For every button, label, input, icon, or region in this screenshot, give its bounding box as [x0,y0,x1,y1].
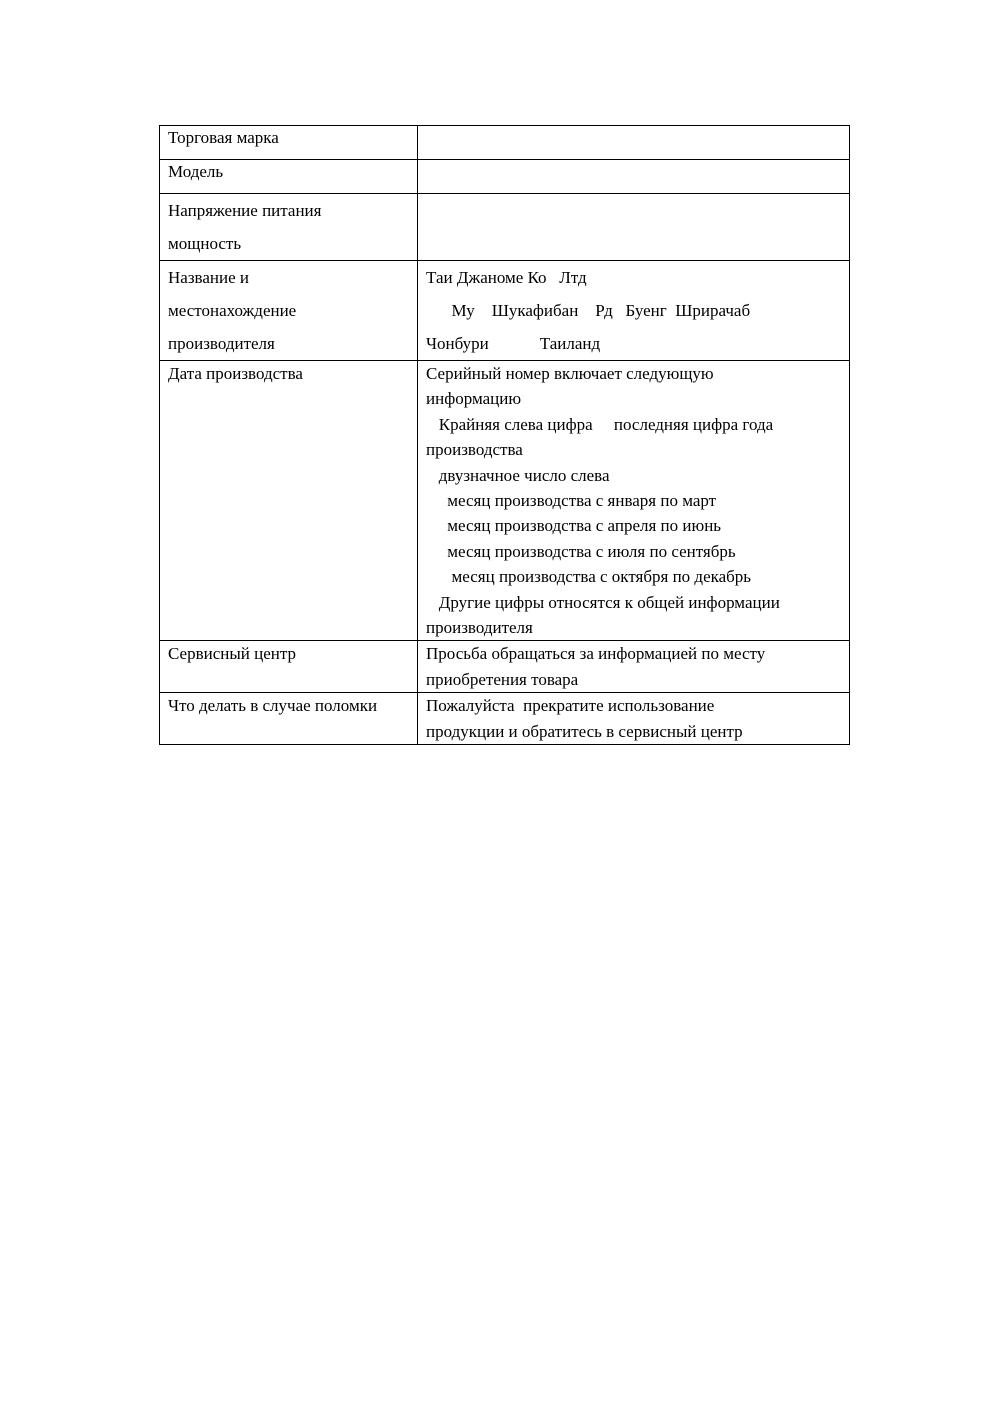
production-date-line: месяц производства с января по март [426,491,717,511]
production-date-line: Серийный номер включает следующую [426,364,714,383]
manufacturer-label-line: местонахождение [168,301,297,320]
breakdown-label: Что делать в случае поломки [168,696,378,716]
breakdown-value-cell [418,693,850,745]
production-date-value-cell [418,361,850,641]
service-label: Сервисный центр [168,644,297,664]
power-label-line: мощность [168,234,242,253]
service-value-line: Просьба обращаться за информацией по месту [426,644,766,664]
service-label-cell [160,641,418,693]
production-date-line: производства [426,440,523,460]
power-label-line: Напряжение питания [168,201,322,220]
brand-value-cell [418,126,850,160]
row-production-date [160,361,850,641]
manufacturer-value-line: Чонбури Таиланд [426,334,601,353]
brand-label: Торговая марка [168,128,279,147]
manufacturer-label-cell [160,261,418,361]
production-date-line: информацию [426,389,522,409]
manufacturer-label-line: производителя [168,334,275,353]
row-brand [160,126,850,160]
model-label: Модель [168,162,224,181]
service-value-line: приобретения товара [426,669,579,689]
model-label-cell [160,160,418,194]
manufacturer-value-line: Му Шукафибан Рд Буенг Шрирачаб [426,301,751,320]
production-date-line: Другие цифры относятся к общей информации [426,592,780,612]
brand-label-cell [160,126,418,160]
manufacturer-label-line: Название и [168,268,249,287]
row-model [160,160,850,194]
breakdown-value-line: Пожалуйста прекратите использование [426,696,715,716]
production-date-label: Дата производства [168,364,303,383]
production-date-line: Крайняя слева цифра последняя цифра года [426,414,774,434]
row-service-center [160,641,850,693]
model-value-cell [418,160,850,194]
production-date-line: месяц производства с апреля по июнь [426,516,722,536]
power-value-cell [418,194,850,261]
manufacturer-value-line: Таи Джаноме Ко Лтд [426,268,587,287]
manufacturer-value-cell [418,261,850,361]
model-value [426,160,841,161]
power-label-cell [160,194,418,261]
row-power [160,194,850,261]
brand-value [426,126,841,127]
breakdown-label-cell [160,693,418,745]
breakdown-value-line: продукции и обратитесь в сервисный центр [426,721,743,741]
production-date-line: месяц производства с июля по сентябрь [426,541,736,561]
production-date-line: производителя [426,618,533,638]
row-manufacturer [160,261,850,361]
row-breakdown [160,693,850,745]
production-date-line: месяц производства с октября по декабрь [426,567,752,587]
service-value-cell [418,641,850,693]
production-date-line: двузначное число слева [426,465,610,485]
product-info-table [159,125,850,745]
production-date-label-cell [160,361,418,641]
